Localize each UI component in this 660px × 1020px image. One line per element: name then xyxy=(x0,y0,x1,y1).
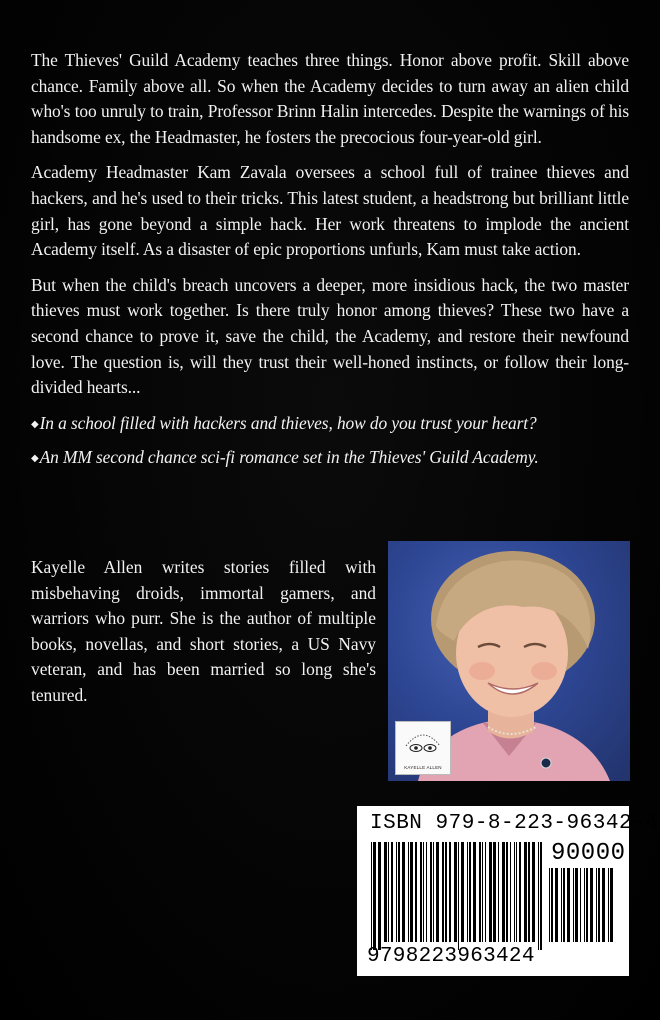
barcode-bar xyxy=(498,842,499,942)
barcode-bar xyxy=(540,842,542,950)
barcode-bar xyxy=(473,842,476,942)
barcode-bar xyxy=(430,842,432,942)
barcode-bar xyxy=(461,842,464,942)
barcode-bar xyxy=(551,868,553,942)
logo-text: KAYELLE ALLEN xyxy=(404,765,442,770)
barcode-bar xyxy=(510,842,511,942)
barcode-bar xyxy=(580,868,581,942)
barcode-bar xyxy=(445,842,447,942)
isbn-barcode xyxy=(357,806,659,976)
back-cover-blurb xyxy=(31,48,629,480)
blurb-paragraph: The Thieves' Guild Academy teaches three things. Honor above profit. Skill above chance. Family above all. So when the Academy decides to turn away an alien child who's too unruly to train, Professor Brinn Halin intercedes. Despite the warnings of his handsome ex, the Headmaster, he fosters the precocious four-year-old girl. xyxy=(31,50,629,147)
barcode-bar xyxy=(454,842,457,942)
barcode-bar xyxy=(549,868,550,942)
barcode-bar xyxy=(410,842,413,942)
tagline-text: In a school filled with hackers and thieves, how do you trust your heart? xyxy=(39,412,537,433)
barcode-bar xyxy=(567,868,570,942)
barcode-bar xyxy=(489,842,492,942)
barcode-bars xyxy=(371,842,543,950)
barcode-bar xyxy=(502,842,505,942)
barcode-bar xyxy=(598,868,600,942)
barcode-bar xyxy=(524,842,527,942)
barcode-bar xyxy=(391,842,393,942)
barcode-bar xyxy=(408,842,409,942)
barcode-bar xyxy=(602,868,605,942)
barcode-bar xyxy=(561,868,562,942)
price-code: 90000 xyxy=(551,840,626,867)
barcode-bar xyxy=(402,842,405,942)
author-bio: Kayelle Allen writes stories filled with misbehaving droids, immortal gamers, and warriors who purr. She is the author of multiple books, novellas, and short stories, a US Navy veteran, and has been married so long she's tenured. xyxy=(31,557,376,705)
barcode-bar xyxy=(584,868,585,942)
barcode-bar xyxy=(485,842,486,942)
barcode-bar xyxy=(442,842,444,942)
barcode-bar xyxy=(573,868,574,942)
isbn-label: ISBN 979-8-223-96342-4 xyxy=(370,812,659,835)
barcode-bar xyxy=(610,868,613,942)
barcode-bar xyxy=(388,842,389,942)
barcode-bar xyxy=(493,842,496,942)
barcode-bar xyxy=(436,842,439,942)
barcode-bar xyxy=(371,842,372,950)
barcode-bar xyxy=(596,868,597,942)
tagline xyxy=(31,411,629,438)
diamond-bullet-icon: ◆ xyxy=(31,418,39,430)
barcode-bar xyxy=(575,868,578,942)
barcode-bar xyxy=(449,842,451,942)
eyes-logo-icon xyxy=(396,722,450,762)
barcode-bar xyxy=(563,868,565,942)
tagline xyxy=(31,445,629,472)
barcode-bar xyxy=(519,842,521,942)
barcode-bar xyxy=(423,842,424,942)
barcode-bar xyxy=(373,842,376,950)
barcode-bar xyxy=(514,842,515,942)
barcode-bar xyxy=(420,842,422,942)
barcode-bar xyxy=(433,842,434,942)
barcode-bar xyxy=(378,842,381,950)
barcode-bar xyxy=(479,842,481,942)
barcode-bar xyxy=(608,868,609,942)
barcode-bar xyxy=(482,842,483,942)
barcode-bar xyxy=(506,842,508,942)
barcode-bar xyxy=(590,868,593,942)
blurb-paragraph: But when the child's breach uncovers a deeper, more insidious hack, the two master thieves must work together. Is there truly honor among thieves? These two have a second chance to prove it, save the child, the Academy, and restore their newfound love. The question is, will they trust their well-honed instincts, or follow their long-divided hearts... xyxy=(31,274,629,398)
blurb-paragraph: Academy Headmaster Kam Zavala oversees a school full of trainee thieves and hackers, and he's used to their tricks. This latest student, a headstrong but brilliant little girl, has gone beyond a simple hack. Her work threatens to implode the ancient Academy itself. As a disaster of epic proportions unfurls, Kam must take action. xyxy=(31,162,629,260)
barcode-bar xyxy=(384,842,387,942)
isbn-digits: 9798223963424 xyxy=(367,945,535,968)
barcode-bar xyxy=(538,842,539,950)
barcode-bar xyxy=(516,842,517,942)
barcode-bar xyxy=(586,868,588,942)
barcode-bar xyxy=(458,842,459,950)
barcode-bar xyxy=(426,842,427,942)
author-photo xyxy=(388,541,630,781)
addon-barcode-bars xyxy=(549,868,615,942)
barcode-bar xyxy=(469,842,471,942)
barcode-bar xyxy=(532,842,535,942)
tagline-text: An MM second chance sci-fi romance set in the Thieves' Guild Academy. xyxy=(39,447,539,468)
barcode-bar xyxy=(467,842,468,942)
barcode-bar xyxy=(528,842,530,942)
barcode-bar xyxy=(398,842,400,942)
author-logo xyxy=(395,721,451,775)
barcode-bar xyxy=(555,868,558,942)
barcode-bar xyxy=(415,842,417,942)
barcode-bar xyxy=(396,842,397,942)
diamond-bullet-icon: ◆ xyxy=(31,453,39,465)
